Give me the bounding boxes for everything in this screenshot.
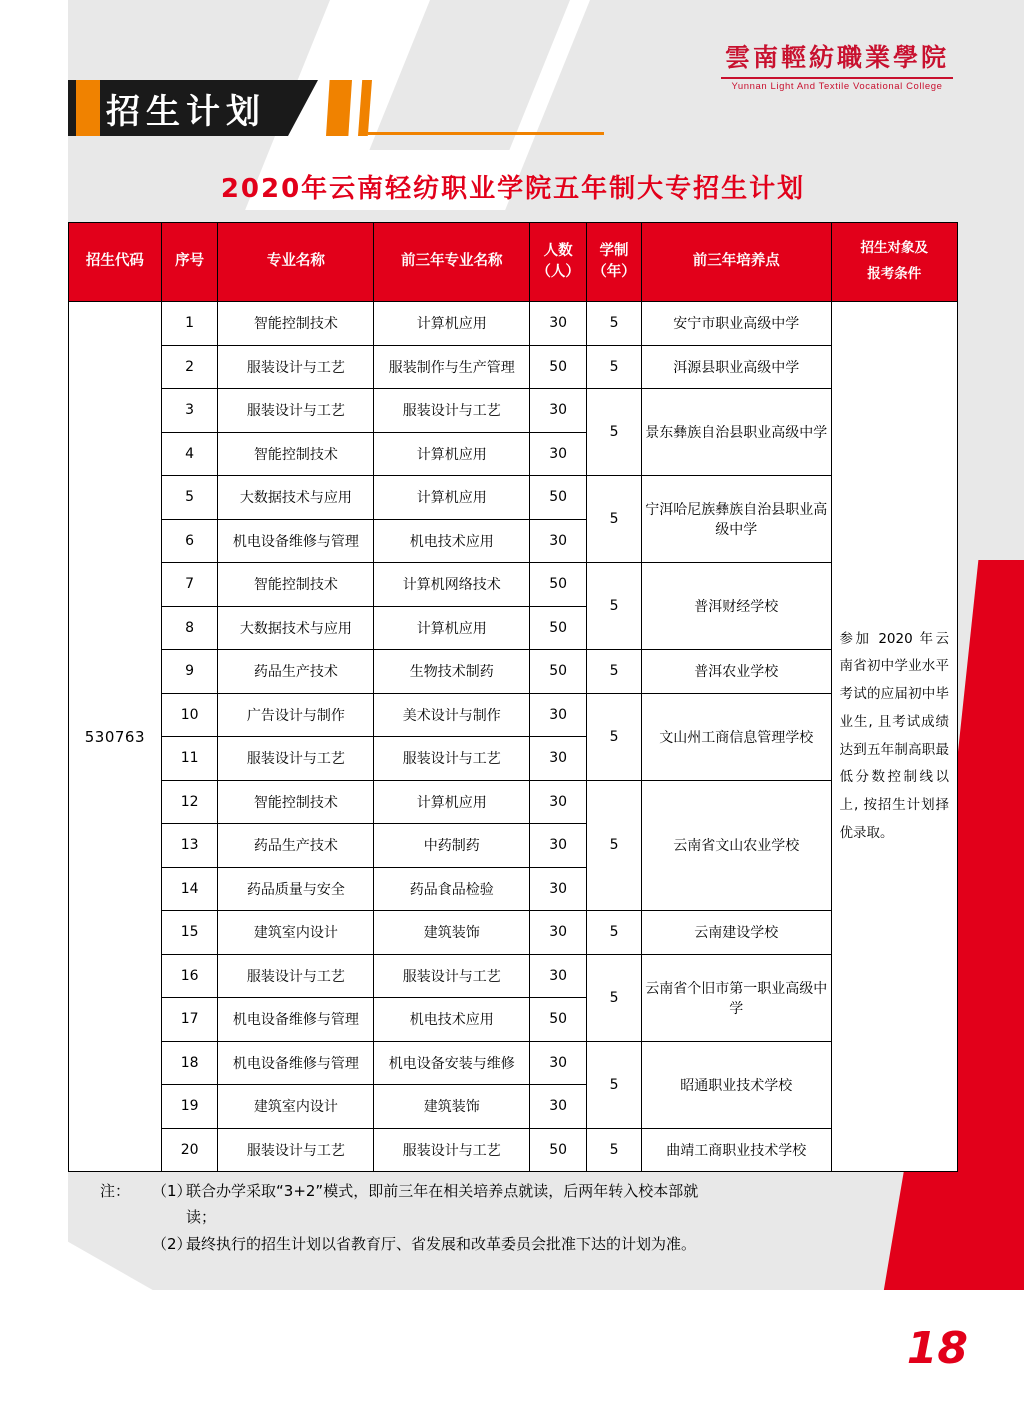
cell-quota: 30: [530, 954, 587, 998]
cell-major3: 中药制药: [374, 824, 530, 868]
cell-major: 药品生产技术: [218, 824, 374, 868]
banner-orange-slab-1: [326, 80, 352, 136]
cell-serial-no: 5: [161, 476, 218, 520]
cell-major3: 计算机应用: [374, 302, 530, 346]
cell-serial-no: 8: [161, 606, 218, 650]
cell-major: 服装设计与工艺: [218, 737, 374, 781]
cell-major3: 机电技术应用: [374, 998, 530, 1042]
cell-quota: 50: [530, 563, 587, 607]
cell-major: 智能控制技术: [218, 302, 374, 346]
page-number: 18: [906, 1323, 968, 1374]
cell-major: 服装设计与工艺: [218, 1128, 374, 1172]
cell-quota: 30: [530, 1085, 587, 1129]
college-logo-chinese: 雲南輕紡職業學院: [724, 45, 949, 72]
cell-major3: 计算机网络技术: [374, 563, 530, 607]
cell-major: 服装设计与工艺: [218, 954, 374, 998]
cell-serial-no: 2: [161, 345, 218, 389]
cell-major: 机电设备维修与管理: [218, 1041, 374, 1085]
cell-major: 大数据技术与应用: [218, 476, 374, 520]
table-row: [69, 954, 958, 998]
cell-training-base: 昭通职业技术学校: [641, 1041, 831, 1128]
cell-major3: 服装设计与工艺: [374, 1128, 530, 1172]
cell-serial-no: 3: [161, 389, 218, 433]
cell-training-base: 景东彝族自治县职业高级中学: [641, 389, 831, 476]
cell-training-base: 云南省文山农业学校: [641, 780, 831, 911]
cell-training-base: 云南省个旧市第一职业高级中学: [641, 954, 831, 1041]
cell-major: 药品质量与安全: [218, 867, 374, 911]
header-admission-code: 招生代码: [69, 223, 162, 302]
cell-major3: 计算机应用: [374, 606, 530, 650]
cell-duration: 5: [587, 1041, 642, 1128]
notes-section: [100, 1178, 960, 1257]
table-row: [69, 1041, 958, 1085]
cell-target-condition: [831, 302, 957, 1172]
header-serial-no: 序号: [161, 223, 218, 302]
cell-quota: 30: [530, 519, 587, 563]
cell-quota: 30: [530, 780, 587, 824]
cell-serial-no: 17: [161, 998, 218, 1042]
table-row: [69, 345, 958, 389]
header-major-name: 专业名称: [218, 223, 374, 302]
cell-major3: 服装设计与工艺: [374, 954, 530, 998]
cell-major: 智能控制技术: [218, 780, 374, 824]
cell-quota: 50: [530, 998, 587, 1042]
cell-quota: 30: [530, 432, 587, 476]
cell-major: 广告设计与制作: [218, 693, 374, 737]
header-duration: 学制 （年）: [587, 223, 642, 302]
cell-training-base: 安宁市职业高级中学: [641, 302, 831, 346]
cell-duration: 5: [587, 563, 642, 650]
table-row: [69, 302, 958, 346]
cell-training-base: 文山州工商信息管理学校: [641, 693, 831, 780]
cell-major: 机电设备维修与管理: [218, 998, 374, 1042]
admission-plan-table: [68, 222, 958, 1172]
cell-duration: 5: [587, 911, 642, 955]
cell-major3: 计算机应用: [374, 780, 530, 824]
table-header-row: [69, 223, 958, 302]
cell-training-base: 洱源县职业高级中学: [641, 345, 831, 389]
cell-quota: 30: [530, 867, 587, 911]
cell-serial-no: 9: [161, 650, 218, 694]
cell-serial-no: 12: [161, 780, 218, 824]
cell-serial-no: 4: [161, 432, 218, 476]
cell-training-base: 云南建设学校: [641, 911, 831, 955]
cell-major: 服装设计与工艺: [218, 389, 374, 433]
table-row: [69, 650, 958, 694]
cell-serial-no: 18: [161, 1041, 218, 1085]
cell-major3: 建筑装饰: [374, 911, 530, 955]
note-1-text: 联合办学采取“3+2”模式，即前三年在相关培养点就读，后两年转入校本部就: [186, 1182, 699, 1200]
note-2-text: 最终执行的招生计划以省教育厅、省发展和改革委员会批准下达的计划为准。: [186, 1234, 697, 1253]
cell-quota: 30: [530, 693, 587, 737]
cell-duration: 5: [587, 345, 642, 389]
cell-admission-code: 530763: [69, 302, 162, 1172]
cell-duration: 5: [587, 780, 642, 911]
cell-major: 智能控制技术: [218, 432, 374, 476]
table-row: [69, 911, 958, 955]
cell-quota: 50: [530, 1128, 587, 1172]
cell-serial-no: 1: [161, 302, 218, 346]
banner-title: 招生计划: [106, 92, 266, 132]
cell-duration: 5: [587, 650, 642, 694]
cell-major: 建筑室内设计: [218, 1085, 374, 1129]
cell-training-base: 普洱农业学校: [641, 650, 831, 694]
cell-major: 智能控制技术: [218, 563, 374, 607]
cell-quota: 30: [530, 737, 587, 781]
logo-divider: [721, 77, 953, 79]
cell-duration: 5: [587, 954, 642, 1041]
cell-major3: 计算机应用: [374, 432, 530, 476]
cell-major3: 生物技术制药: [374, 650, 530, 694]
cell-serial-no: 6: [161, 519, 218, 563]
admission-plan-table-wrapper: [68, 222, 958, 1172]
cell-duration: 5: [587, 693, 642, 780]
header-first-three-years-major: 前三年专业名称: [374, 223, 530, 302]
cell-major: 大数据技术与应用: [218, 606, 374, 650]
header-quota: 人数 （人）: [530, 223, 587, 302]
cell-serial-no: 15: [161, 911, 218, 955]
cell-major3: 美术设计与制作: [374, 693, 530, 737]
cell-serial-no: 13: [161, 824, 218, 868]
cell-training-base: 普洱财经学校: [641, 563, 831, 650]
college-logo: [712, 38, 962, 92]
table-body: [69, 302, 958, 1172]
cell-quota: 30: [530, 911, 587, 955]
cell-major3: 机电设备安装与维修: [374, 1041, 530, 1085]
cell-serial-no: 7: [161, 563, 218, 607]
cell-serial-no: 20: [161, 1128, 218, 1172]
cell-major3: 建筑装饰: [374, 1085, 530, 1129]
cell-quota: 50: [530, 476, 587, 520]
cell-serial-no: 14: [161, 867, 218, 911]
cell-major3: 药品食品检验: [374, 867, 530, 911]
target-condition-text: 参加 2020 年云南省初中学业水平考试的应届初中毕业生, 且考试成绩达到五年制高职最低分数控制线以上, 按招生计划择优录取。: [839, 630, 949, 841]
cell-quota: 30: [530, 302, 587, 346]
notes-label-spacer: [100, 1231, 152, 1257]
cell-serial-no: 10: [161, 693, 218, 737]
header-training-base: 前三年培养点: [641, 223, 831, 302]
cell-serial-no: 19: [161, 1085, 218, 1129]
table-row: [69, 476, 958, 520]
background-white-left-margin: [0, 0, 68, 1408]
note-item-2: [100, 1231, 960, 1257]
banner-orange-slab-2: [358, 80, 372, 136]
cell-serial-no: 11: [161, 737, 218, 781]
cell-training-base: 曲靖工商职业技术学校: [641, 1128, 831, 1172]
cell-duration: 5: [587, 389, 642, 476]
table-row: [69, 780, 958, 824]
notes-label: 注：: [100, 1182, 131, 1200]
cell-major: 建筑室内设计: [218, 911, 374, 955]
cell-major3: 服装制作与生产管理: [374, 345, 530, 389]
cell-major: 机电设备维修与管理: [218, 519, 374, 563]
cell-duration: 5: [587, 302, 642, 346]
cell-major: 服装设计与工艺: [218, 345, 374, 389]
cell-major3: 计算机应用: [374, 476, 530, 520]
cell-quota: 50: [530, 650, 587, 694]
cell-quota: 30: [530, 824, 587, 868]
cell-serial-no: 16: [161, 954, 218, 998]
cell-major: 药品生产技术: [218, 650, 374, 694]
cell-quota: 50: [530, 345, 587, 389]
cell-quota: 50: [530, 606, 587, 650]
banner-orange-bar: [76, 80, 100, 136]
note-2-number: （2）: [152, 1234, 192, 1253]
table-row: [69, 563, 958, 607]
cell-major3: 服装设计与工艺: [374, 389, 530, 433]
cell-major3: 机电技术应用: [374, 519, 530, 563]
cell-major3: 服装设计与工艺: [374, 737, 530, 781]
note-1-continuation: 读；: [186, 1208, 217, 1227]
section-banner: [68, 80, 588, 142]
cell-quota: 30: [530, 389, 587, 433]
cell-duration: 5: [587, 1128, 642, 1172]
college-logo-english: Yunnan Light And Textile Vocational College: [731, 81, 943, 92]
banner-orange-underline: [368, 132, 604, 135]
note-item-1: [100, 1178, 960, 1204]
note-1-number: （1）: [152, 1182, 192, 1200]
cell-quota: 30: [530, 1041, 587, 1085]
table-row: [69, 1128, 958, 1172]
header-target-condition: 招生对象及 报考条件: [831, 223, 957, 302]
table-row: [69, 693, 958, 737]
table-row: [69, 389, 958, 433]
cell-duration: 5: [587, 476, 642, 563]
page-title: 2020年云南轻纺职业学院五年制大专招生计划: [220, 174, 806, 204]
cell-training-base: 宁洱哈尼族彝族自治县职业高级中学: [641, 476, 831, 563]
